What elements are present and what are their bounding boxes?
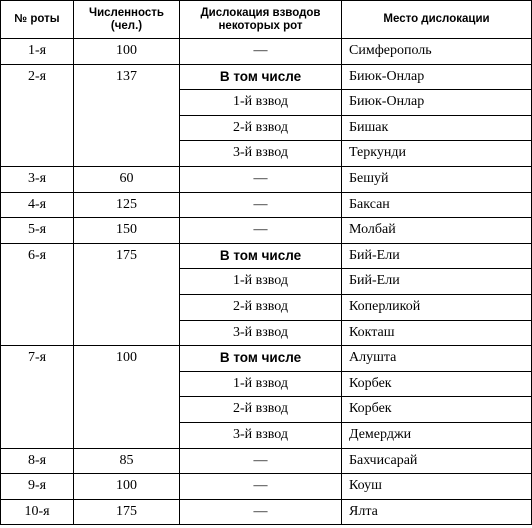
platoon-cell: — bbox=[180, 474, 342, 500]
table-row bbox=[1, 243, 532, 269]
location-cell: Демерджи bbox=[342, 422, 532, 448]
platoon-cell: 2-й взвод bbox=[180, 397, 342, 423]
platoon-cell: В том числе bbox=[180, 346, 342, 372]
location-cell: Корбек bbox=[342, 371, 532, 397]
strength-cell: 85 bbox=[74, 448, 180, 474]
platoon-cell: В том числе bbox=[180, 243, 342, 269]
platoon-cell: В том числе bbox=[180, 64, 342, 90]
company-cell: 1-я bbox=[1, 39, 74, 65]
table-row bbox=[1, 499, 532, 525]
platoon-cell: — bbox=[180, 499, 342, 525]
strength-cell: 175 bbox=[74, 499, 180, 525]
table-row bbox=[1, 346, 532, 372]
table-row bbox=[1, 448, 532, 474]
location-cell: Бешуй bbox=[342, 166, 532, 192]
company-cell: 10-я bbox=[1, 499, 74, 525]
location-cell: Теркунди bbox=[342, 141, 532, 167]
platoon-cell: 3-й взвод bbox=[180, 141, 342, 167]
table-row bbox=[1, 474, 532, 500]
header-company-number: № роты bbox=[1, 1, 74, 39]
location-cell: Ялта bbox=[342, 499, 532, 525]
header-location: Место дислокации bbox=[342, 1, 532, 39]
location-cell: Бий-Ели bbox=[342, 269, 532, 295]
header-strength: Численность (чел.) bbox=[74, 1, 180, 39]
location-cell: Симферополь bbox=[342, 39, 532, 65]
platoon-cell: — bbox=[180, 192, 342, 218]
strength-cell: 100 bbox=[74, 39, 180, 65]
platoon-cell: 3-й взвод bbox=[180, 320, 342, 346]
location-cell: Коуш bbox=[342, 474, 532, 500]
platoon-cell: — bbox=[180, 218, 342, 244]
table-row bbox=[1, 218, 532, 244]
platoon-cell: 1-й взвод bbox=[180, 371, 342, 397]
location-cell: Бахчисарай bbox=[342, 448, 532, 474]
company-cell: 9-я bbox=[1, 474, 74, 500]
platoon-cell: 3-й взвод bbox=[180, 422, 342, 448]
table-row bbox=[1, 166, 532, 192]
strength-cell: 125 bbox=[74, 192, 180, 218]
strength-cell: 60 bbox=[74, 166, 180, 192]
platoon-cell: — bbox=[180, 448, 342, 474]
table-header-row bbox=[1, 1, 532, 39]
company-cell: 4-я bbox=[1, 192, 74, 218]
location-cell: Коперликой bbox=[342, 294, 532, 320]
strength-cell: 175 bbox=[74, 243, 180, 345]
platoon-cell: — bbox=[180, 39, 342, 65]
strength-cell: 137 bbox=[74, 64, 180, 166]
location-cell: Бий-Ели bbox=[342, 243, 532, 269]
company-cell: 5-я bbox=[1, 218, 74, 244]
company-cell: 6-я bbox=[1, 243, 74, 345]
location-cell: Биюк-Онлар bbox=[342, 64, 532, 90]
platoon-cell: 1-й взвод bbox=[180, 269, 342, 295]
company-cell: 2-я bbox=[1, 64, 74, 166]
strength-cell: 150 bbox=[74, 218, 180, 244]
location-cell: Кокташ bbox=[342, 320, 532, 346]
location-cell: Биюк-Онлар bbox=[342, 90, 532, 116]
company-cell: 7-я bbox=[1, 346, 74, 448]
table-row bbox=[1, 192, 532, 218]
platoon-cell: 2-й взвод bbox=[180, 115, 342, 141]
platoon-cell: 1-й взвод bbox=[180, 90, 342, 116]
table-row bbox=[1, 39, 532, 65]
location-cell: Алушта bbox=[342, 346, 532, 372]
location-cell: Корбек bbox=[342, 397, 532, 423]
strength-cell: 100 bbox=[74, 346, 180, 448]
location-cell: Бишак bbox=[342, 115, 532, 141]
location-cell: Молбай bbox=[342, 218, 532, 244]
company-cell: 3-я bbox=[1, 166, 74, 192]
location-cell: Баксан bbox=[342, 192, 532, 218]
platoon-cell: 2-й взвод bbox=[180, 294, 342, 320]
company-cell: 8-я bbox=[1, 448, 74, 474]
platoon-cell: — bbox=[180, 166, 342, 192]
header-platoon-dislocation: Дислокация взводов некоторых рот bbox=[180, 1, 342, 39]
table-row bbox=[1, 64, 532, 90]
strength-cell: 100 bbox=[74, 474, 180, 500]
